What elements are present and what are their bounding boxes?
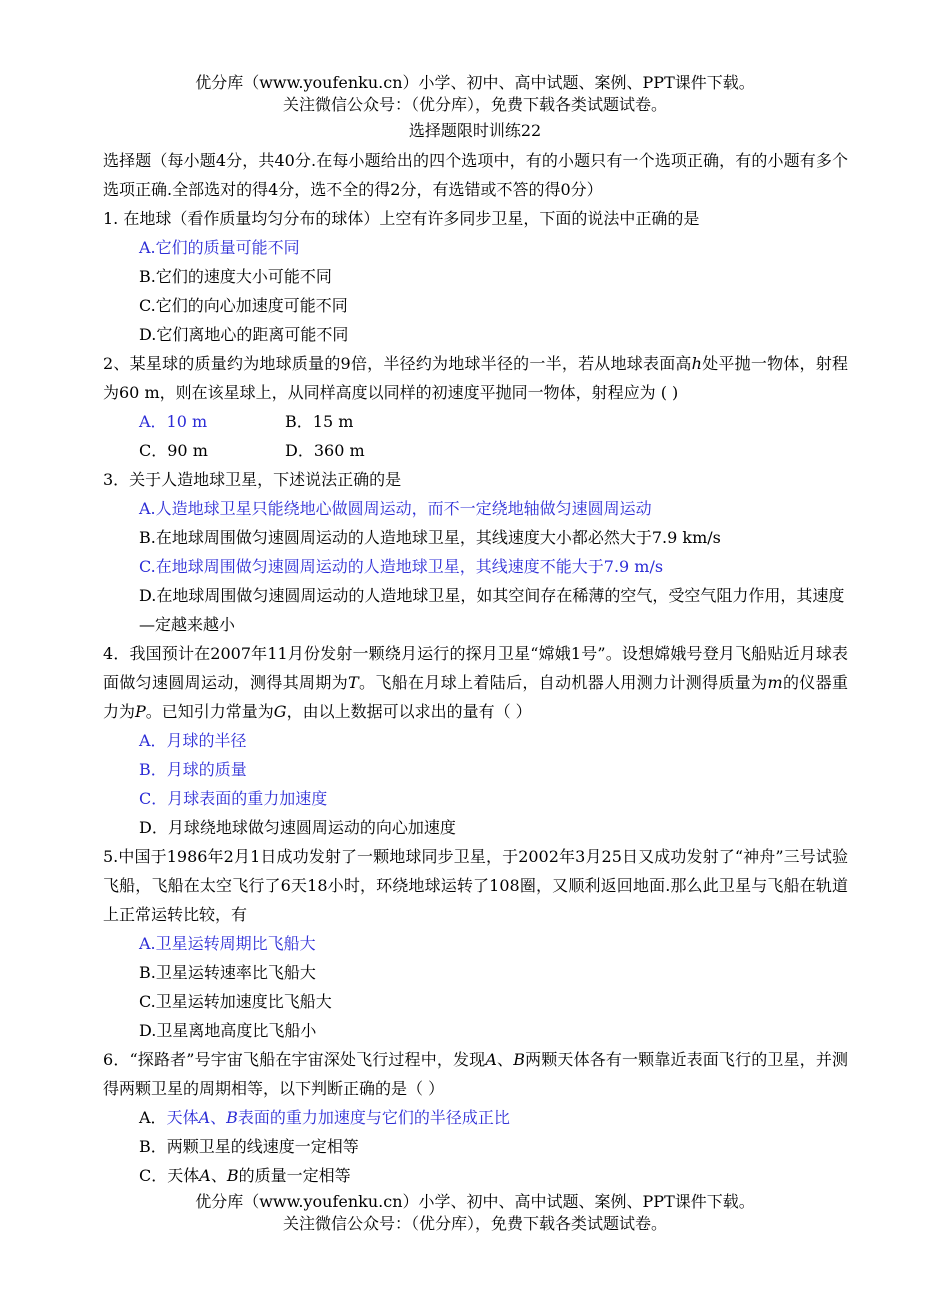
q5-option-b: B.卫星运转速率比飞船大 [139,963,316,982]
page-footer [0,1191,950,1235]
q4-option-a: A．月球的半径 [139,731,247,750]
q2-option-b: B．15 m [285,412,354,431]
q2-stem: 2、某星球的质量约为地球质量的9倍，半径约为地球半径的一半，若从地球表面高h处平抛一物体，射程为60 m，则在该星球上，从同样高度以同样的初速度平抛同一物体，射程应为 ( ) [103,354,848,402]
q4-option-b: B．月球的质量 [139,760,247,779]
var-h: h [691,354,702,373]
q1-stem: 1. 在地球（看作质量均匀分布的球体）上空有许多同步卫星，下面的说法中正确的是 [103,209,700,228]
instructions: 选择题（每小题4分，共40分.在每小题给出的四个选项中，有的小题只有一个选项正确，有的小题有多个选项正确.全部选对的得4分，选不全的得2分，有选错或不答的得0分） [103,151,848,199]
header-line-2: 关注微信公众号：（优分库），免费下载各类试题试卷。 [282,95,667,114]
q4-stem: 4．我国预计在2007年11月份发射一颗绕月运行的探月卫星“嫦娥1号”。设想嫦娥号登月飞船贴近月球表面做匀速圆周运动，测得其周期为T。飞船在月球上着陆后，自动机器人用测力计测得质量为m的仪器重力为P。已知引力常量为G，由以上数据可以求出的量有（ ） [103,644,848,721]
q6-option-a: A．天体A、B表面的重力加速度与它们的半径成正比 [139,1108,510,1127]
footer-line-1: 优分库（www.youfenku.cn）小学、初中、高中试题、案例、PPT课件下载。 [195,1192,755,1211]
q2-options-row-1 [103,407,848,436]
q6-stem: 6．“探路者”号宇宙飞船在宇宙深处飞行过程中，发现A、B两颗天体各有一颗靠近表面飞行的卫星，并测得两颗卫星的周期相等，以下判断正确的是（ ） [103,1050,848,1098]
q4-option-c: C．月球表面的重力加速度 [139,789,328,808]
page-title: 选择题限时训练22 [408,121,542,140]
header-line-1: 优分库（www.youfenku.cn）小学、初中、高中试题、案例、PPT课件下载。 [195,73,755,92]
footer-line-2: 关注微信公众号：（优分库），免费下载各类试题试卷。 [282,1214,667,1233]
q2-option-a: A．10 m [139,412,208,431]
q1-option-a: A.它们的质量可能不同 [139,238,300,257]
q3-option-b: B.在地球周围做匀速圆周运动的人造地球卫星，其线速度大小都必然大于7.9 km/s [139,528,721,547]
q5-option-d: D.卫星离地高度比飞船小 [139,1021,317,1040]
q2-options-row-2 [103,436,848,465]
q2-option-c: C．90 m [139,441,208,460]
q6-option-b: B．两颗卫星的线速度一定相等 [139,1137,359,1156]
q3-option-c: C.在地球周围做匀速圆周运动的人造地球卫星，其线速度不能大于7.9 m/s [139,557,664,576]
page-header-top [0,72,950,116]
q1-option-b: B.它们的速度大小可能不同 [139,267,332,286]
q2-option-d: D．360 m [285,441,365,460]
q5-option-c: C.卫星运转加速度比飞船大 [139,992,332,1011]
q5-stem: 5.中国于1986年2月1日成功发射了一颗地球同步卫星，于2002年3月25日又成功发射了“神舟”三号试验飞船，飞船在太空飞行了6天18小时，环绕地球运转了108圈，又顺利返回地面.那么此卫星与飞船在轨道上正常运转比较，有 [103,847,848,924]
q3-stem: 3．关于人造地球卫星，下述说法正确的是 [103,470,402,489]
q1-option-d: D.它们离地心的距离可能不同 [139,325,349,344]
q3-option-d: D.在地球周围做匀速圆周运动的人造地球卫星，如其空间存在稀薄的空气，受空气阻力作用，其速度—定越来越小 [139,586,845,634]
q6-option-c: C．天体A、B的质量一定相等 [139,1166,351,1185]
q4-option-d: D．月球绕地球做匀速圆周运动的向心加速度 [139,818,456,837]
q3-option-a: A.人造地球卫星只能绕地心做圆周运动，而不一定绕地轴做匀速圆周运动 [139,499,652,518]
q1-option-c: C.它们的向心加速度可能不同 [139,296,348,315]
q5-option-a: A.卫星运转周期比飞船大 [139,934,316,953]
question-content [103,146,848,1190]
